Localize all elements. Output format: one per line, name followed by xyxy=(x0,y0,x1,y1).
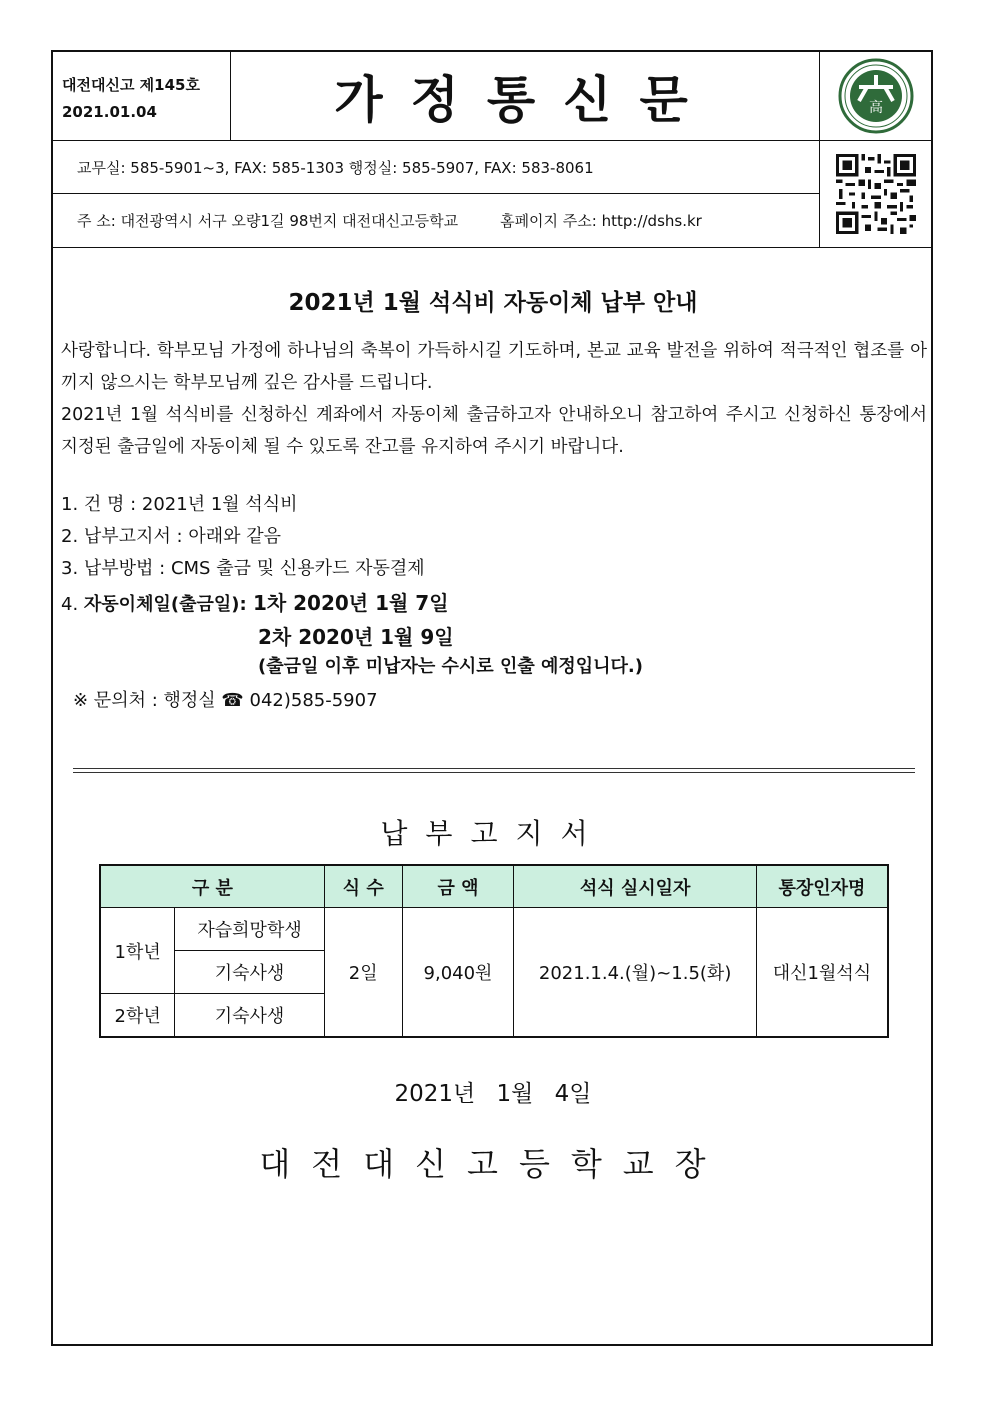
issue-info xyxy=(53,52,231,141)
issue-date-footer: 2021년 1월 4일 xyxy=(394,1081,592,1107)
principal-signature: 대전대신고등학교장 xyxy=(259,1145,727,1183)
notice-title: 2021년 1월 석식비 자동이체 납부 안내 xyxy=(288,290,698,316)
header-account-name: 통장인자명 xyxy=(756,865,888,908)
greeting-paragraph: 사랑합니다. 학부모님 가정에 하나님의 축복이 가득하시길 기도하며, 본교 교육 발전을 위하여 적극적인 협조를 아끼지 않으시는 학부모님께 깊은 감사를 드립니다. xyxy=(61,341,927,393)
period-cell: 2021.1.4.(월)~1.5(화) xyxy=(514,908,757,1038)
qr-code-icon xyxy=(820,141,931,248)
newsletter-title: 가정통신문 xyxy=(231,52,820,141)
document-frame xyxy=(51,50,933,1346)
header-category: 구 분 xyxy=(100,865,324,908)
transfer-note: (출금일 이후 미납자는 수시로 인출 예정입니다.) xyxy=(258,656,643,677)
guidance-paragraph: 2021년 1월 석식비를 신청하신 계좌에서 자동이체 출금하고자 안내하오니 참고하여 주시고 신청하신 통장에서 지정된 출금일에 자동이체 될 수 있도록 잔고를 유지하여 주시기 바랍니다. xyxy=(61,405,927,457)
header-period: 석식 실시일자 xyxy=(514,865,757,908)
item-subject: 1. 건 명 : 2021년 1월 석식비 xyxy=(61,494,298,515)
address-row xyxy=(53,194,820,248)
student-type-cell: 기숙사생 xyxy=(175,994,325,1038)
header-amount: 금 액 xyxy=(402,865,514,908)
section-divider xyxy=(73,768,915,773)
school-address: 주 소: 대전광역시 서구 오량1길 98번지 대전대신고등학교 xyxy=(77,212,459,230)
table-row xyxy=(100,908,888,951)
school-emblem-icon xyxy=(820,52,931,141)
issue-number: 대전대신고 제145호 xyxy=(62,76,200,94)
item-payment-method: 3. 납부방법 : CMS 출금 및 신용카드 자동결제 xyxy=(61,558,425,579)
amount-cell: 9,040원 xyxy=(402,908,514,1038)
item4-label: 자동이체일(출금일): xyxy=(83,594,253,615)
grade-cell: 1학년 xyxy=(100,908,175,994)
homepage-link[interactable]: 홈페이지 주소: http://dshs.kr xyxy=(500,212,702,230)
item-bill: 2. 납부고지서 : 아래와 같음 xyxy=(61,526,282,547)
student-type-cell: 기숙사생 xyxy=(175,951,325,994)
header-block xyxy=(53,52,931,248)
first-transfer-date: 1차 2020년 1월 7일 xyxy=(252,591,449,615)
issue-date: 2021.01.04 xyxy=(62,103,157,121)
item4-number: 4. xyxy=(61,594,84,615)
contact-info: 교무실: 585-5901~3, FAX: 585-1303 행정실: 585-5907, FAX: 583-8061 xyxy=(53,141,820,194)
header-meals: 식 수 xyxy=(324,865,402,908)
inquiry-contact: ※ 문의처 : 행정실 ☎ 042)585-5907 xyxy=(73,690,378,711)
table-header-row xyxy=(100,865,888,908)
meals-cell: 2일 xyxy=(324,908,402,1038)
payment-table xyxy=(99,864,889,1038)
student-type-cell: 자습희망학생 xyxy=(175,908,325,951)
payment-slip-title: 납부고지서 xyxy=(380,817,606,850)
grade-cell: 2학년 xyxy=(100,994,175,1038)
item-transfer-date xyxy=(61,588,449,620)
second-transfer-date: 2차 2020년 1월 9일 xyxy=(258,625,454,649)
account-name-cell: 대신1월석식 xyxy=(756,908,888,1038)
emblem-character: 高 xyxy=(868,100,883,116)
